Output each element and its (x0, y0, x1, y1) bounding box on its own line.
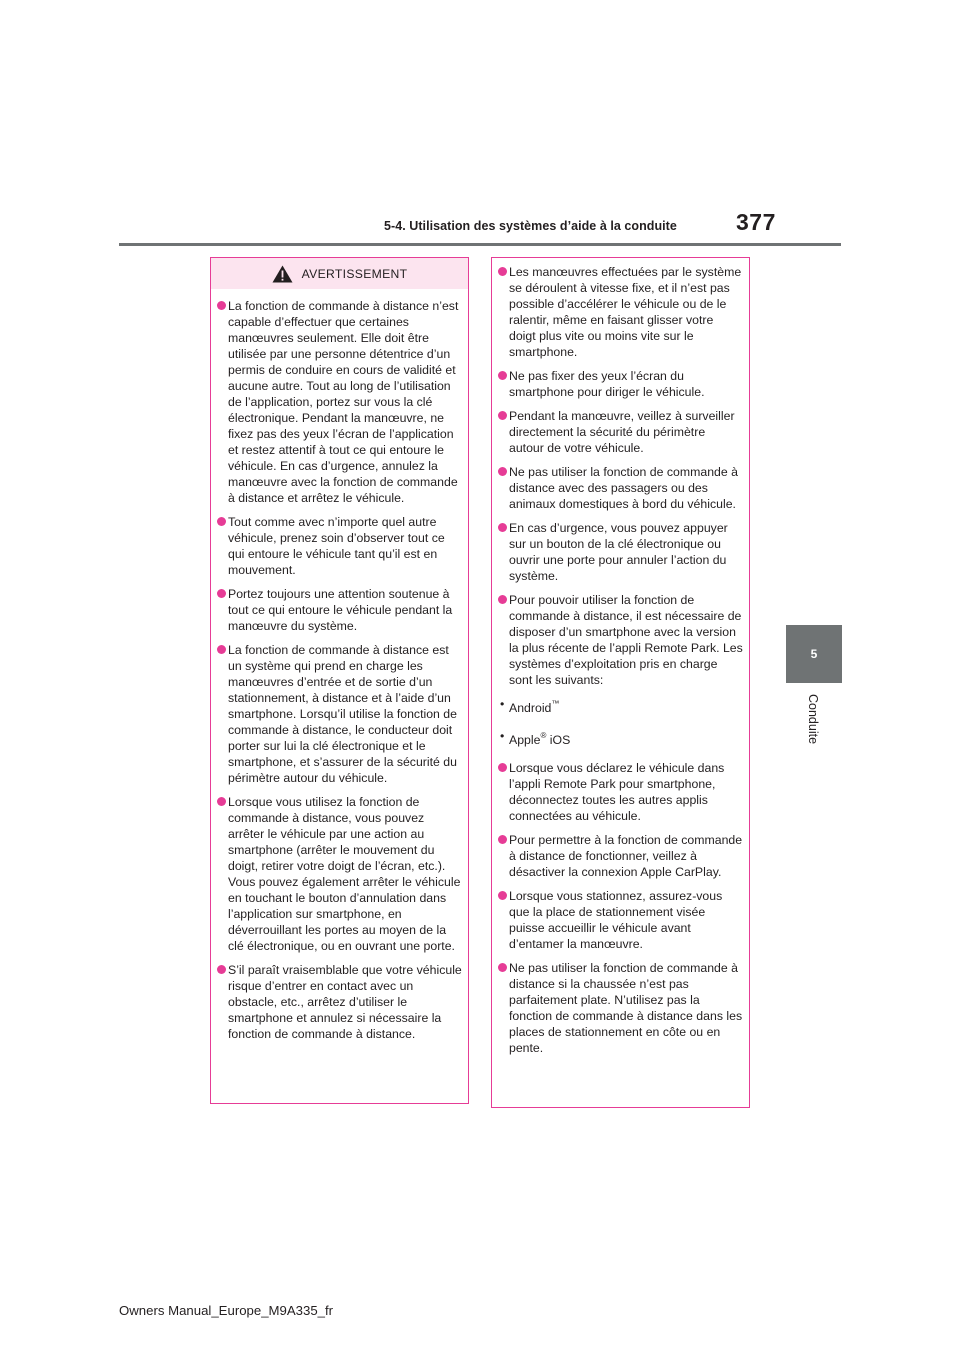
warning-box-right (491, 257, 750, 1108)
list-item: Pour permettre à la fonction de commande à distance de fonctionner, veillez à désactiver la connexion Apple CarPlay. (492, 832, 749, 880)
header-rule (119, 243, 841, 246)
warning-list-right (492, 258, 749, 1056)
list-item: Les manœuvres effectuées par le système se déroulent à vitesse fixe, et il n’est pas possible d’accélérer le véhicule ou de le ralentir, même en faisant glisser votre doigt plus vite ou moins vite sur le smartphone. (492, 264, 749, 360)
bullet-icon (217, 645, 226, 654)
os-item-android: • Android™ (500, 697, 560, 715)
warning-triangle-icon (272, 265, 293, 283)
list-item: Lorsque vous utilisez la fonction de commande à distance, vous pouvez arrêter le véhicule par une action au smartphone (arrêter le mouvement du doigt, retirer votre doigt de l’écran, etc.). Vous pouvez également arrêter le véhicule en touchant le bouton d’annulation dans l’application sur smartphone, en déverrouillant les portes au moyen de la clé électronique, ou en ouvrant une porte. (211, 794, 468, 954)
page-number: 377 (736, 209, 776, 235)
bullet-icon (498, 891, 507, 900)
section-title: 5-4. Utilisation des systèmes d’aide à la conduite (384, 219, 677, 233)
bullet-icon (217, 589, 226, 598)
list-item: Pour pouvoir utiliser la fonction de commande à distance, il est nécessaire de disposer d’un smartphone avec la version la plus récente de l’appli Remote Park. Les systèmes d’exploitation pris en charge sont les suivants: (492, 592, 749, 688)
bullet-icon (498, 523, 507, 532)
chapter-label: Conduite (806, 694, 820, 745)
list-item: Portez toujours une attention soutenue à tout ce qui entoure le véhicule pendant la manœuvre du système. (211, 586, 468, 634)
warning-box-left (210, 257, 469, 1104)
list-item: Lorsque vous stationnez, assurez-vous que la place de stationnement visée puisse accueillir le véhicule avant d’entamer la manœuvre. (492, 888, 749, 952)
bullet-icon (498, 595, 507, 604)
bullet-icon (498, 835, 507, 844)
bullet-icon (217, 965, 226, 974)
bullet-icon (217, 517, 226, 526)
bullet-icon (217, 797, 226, 806)
list-item: En cas d’urgence, vous pouvez appuyer sur un bouton de la clé électronique ou ouvrir une porte pour annuler l’action du système. (492, 520, 749, 584)
list-item: La fonction de commande à distance n’est capable d’effectuer que certaines manœuvres seulement. Elle doit être utilisée par une personne détentrice d’un permis de conduire en cours de validité et aucune autre. Tout au long de l’utilisation de l’application, portez sur vous la clé électronique. Pendant la manœuvre, ne fixez pas des yeux l’écran de l’application et restez attentif à tout ce qui entoure le véhicule. En cas d’urgence, annulez la manœuvre avec la fonction de commande à distance et arrêtez le véhicule. (211, 298, 468, 506)
os-item-ios: • Apple® iOS (500, 729, 571, 747)
chapter-tab (786, 625, 842, 683)
bullet-icon (498, 267, 507, 276)
bullet-icon (498, 467, 507, 476)
bullet-icon (498, 763, 507, 772)
list-item: Pendant la manœuvre, veillez à surveiller directement la sécurité du périmètre autour de votre véhicule. (492, 408, 749, 456)
bullet-icon (498, 411, 507, 420)
chapter-number: 5 (810, 647, 818, 661)
list-item: Tout comme avec n’importe quel autre véhicule, prenez soin d’observer tout ce qui entoure le véhicule tant qu’il est en mouvement. (211, 514, 468, 578)
bullet-icon (217, 301, 226, 310)
bullet-icon (498, 371, 507, 380)
footer-text: Owners Manual_Europe_M9A335_fr (119, 1303, 334, 1318)
bullet-icon (498, 963, 507, 972)
list-item: La fonction de commande à distance est un système qui prend en charge les manœuvres d’entrée et de sortie d’un stationnement, à distance et à l’aide d’un smartphone. Lorsqu’il utilise la fonction de commande à distance, le conducteur doit porter sur lui la clé électronique et le smartphone, et s’assurer de la sécurité du périmètre autour du véhicule. (211, 642, 468, 786)
list-item: Ne pas utiliser la fonction de commande à distance si la chaussée n’est pas parfaitement plate. N’utilisez pas la fonction de commande à distance dans les places de stationnement en côte ou en pente. (492, 960, 749, 1056)
warning-title: AVERTISSEMENT (301, 266, 408, 281)
list-item: Ne pas fixer des yeux l’écran du smartphone pour diriger le véhicule. (492, 368, 749, 400)
warning-list-left (211, 289, 468, 1042)
warning-header (211, 258, 468, 289)
list-item: Ne pas utiliser la fonction de commande à distance avec des passagers ou des animaux domestiques à bord du véhicule. (492, 464, 749, 512)
list-item: S’il paraît vraisemblable que votre véhicule risque d’entrer en contact avec un obstacle, etc., arrêtez d’utiliser le smartphone et annulez si nécessaire la fonction de commande à distance. (211, 962, 468, 1042)
list-item: Lorsque vous déclarez le véhicule dans l’appli Remote Park pour smartphone, déconnectez toutes les autres applis connectées au véhicule. (492, 760, 749, 824)
